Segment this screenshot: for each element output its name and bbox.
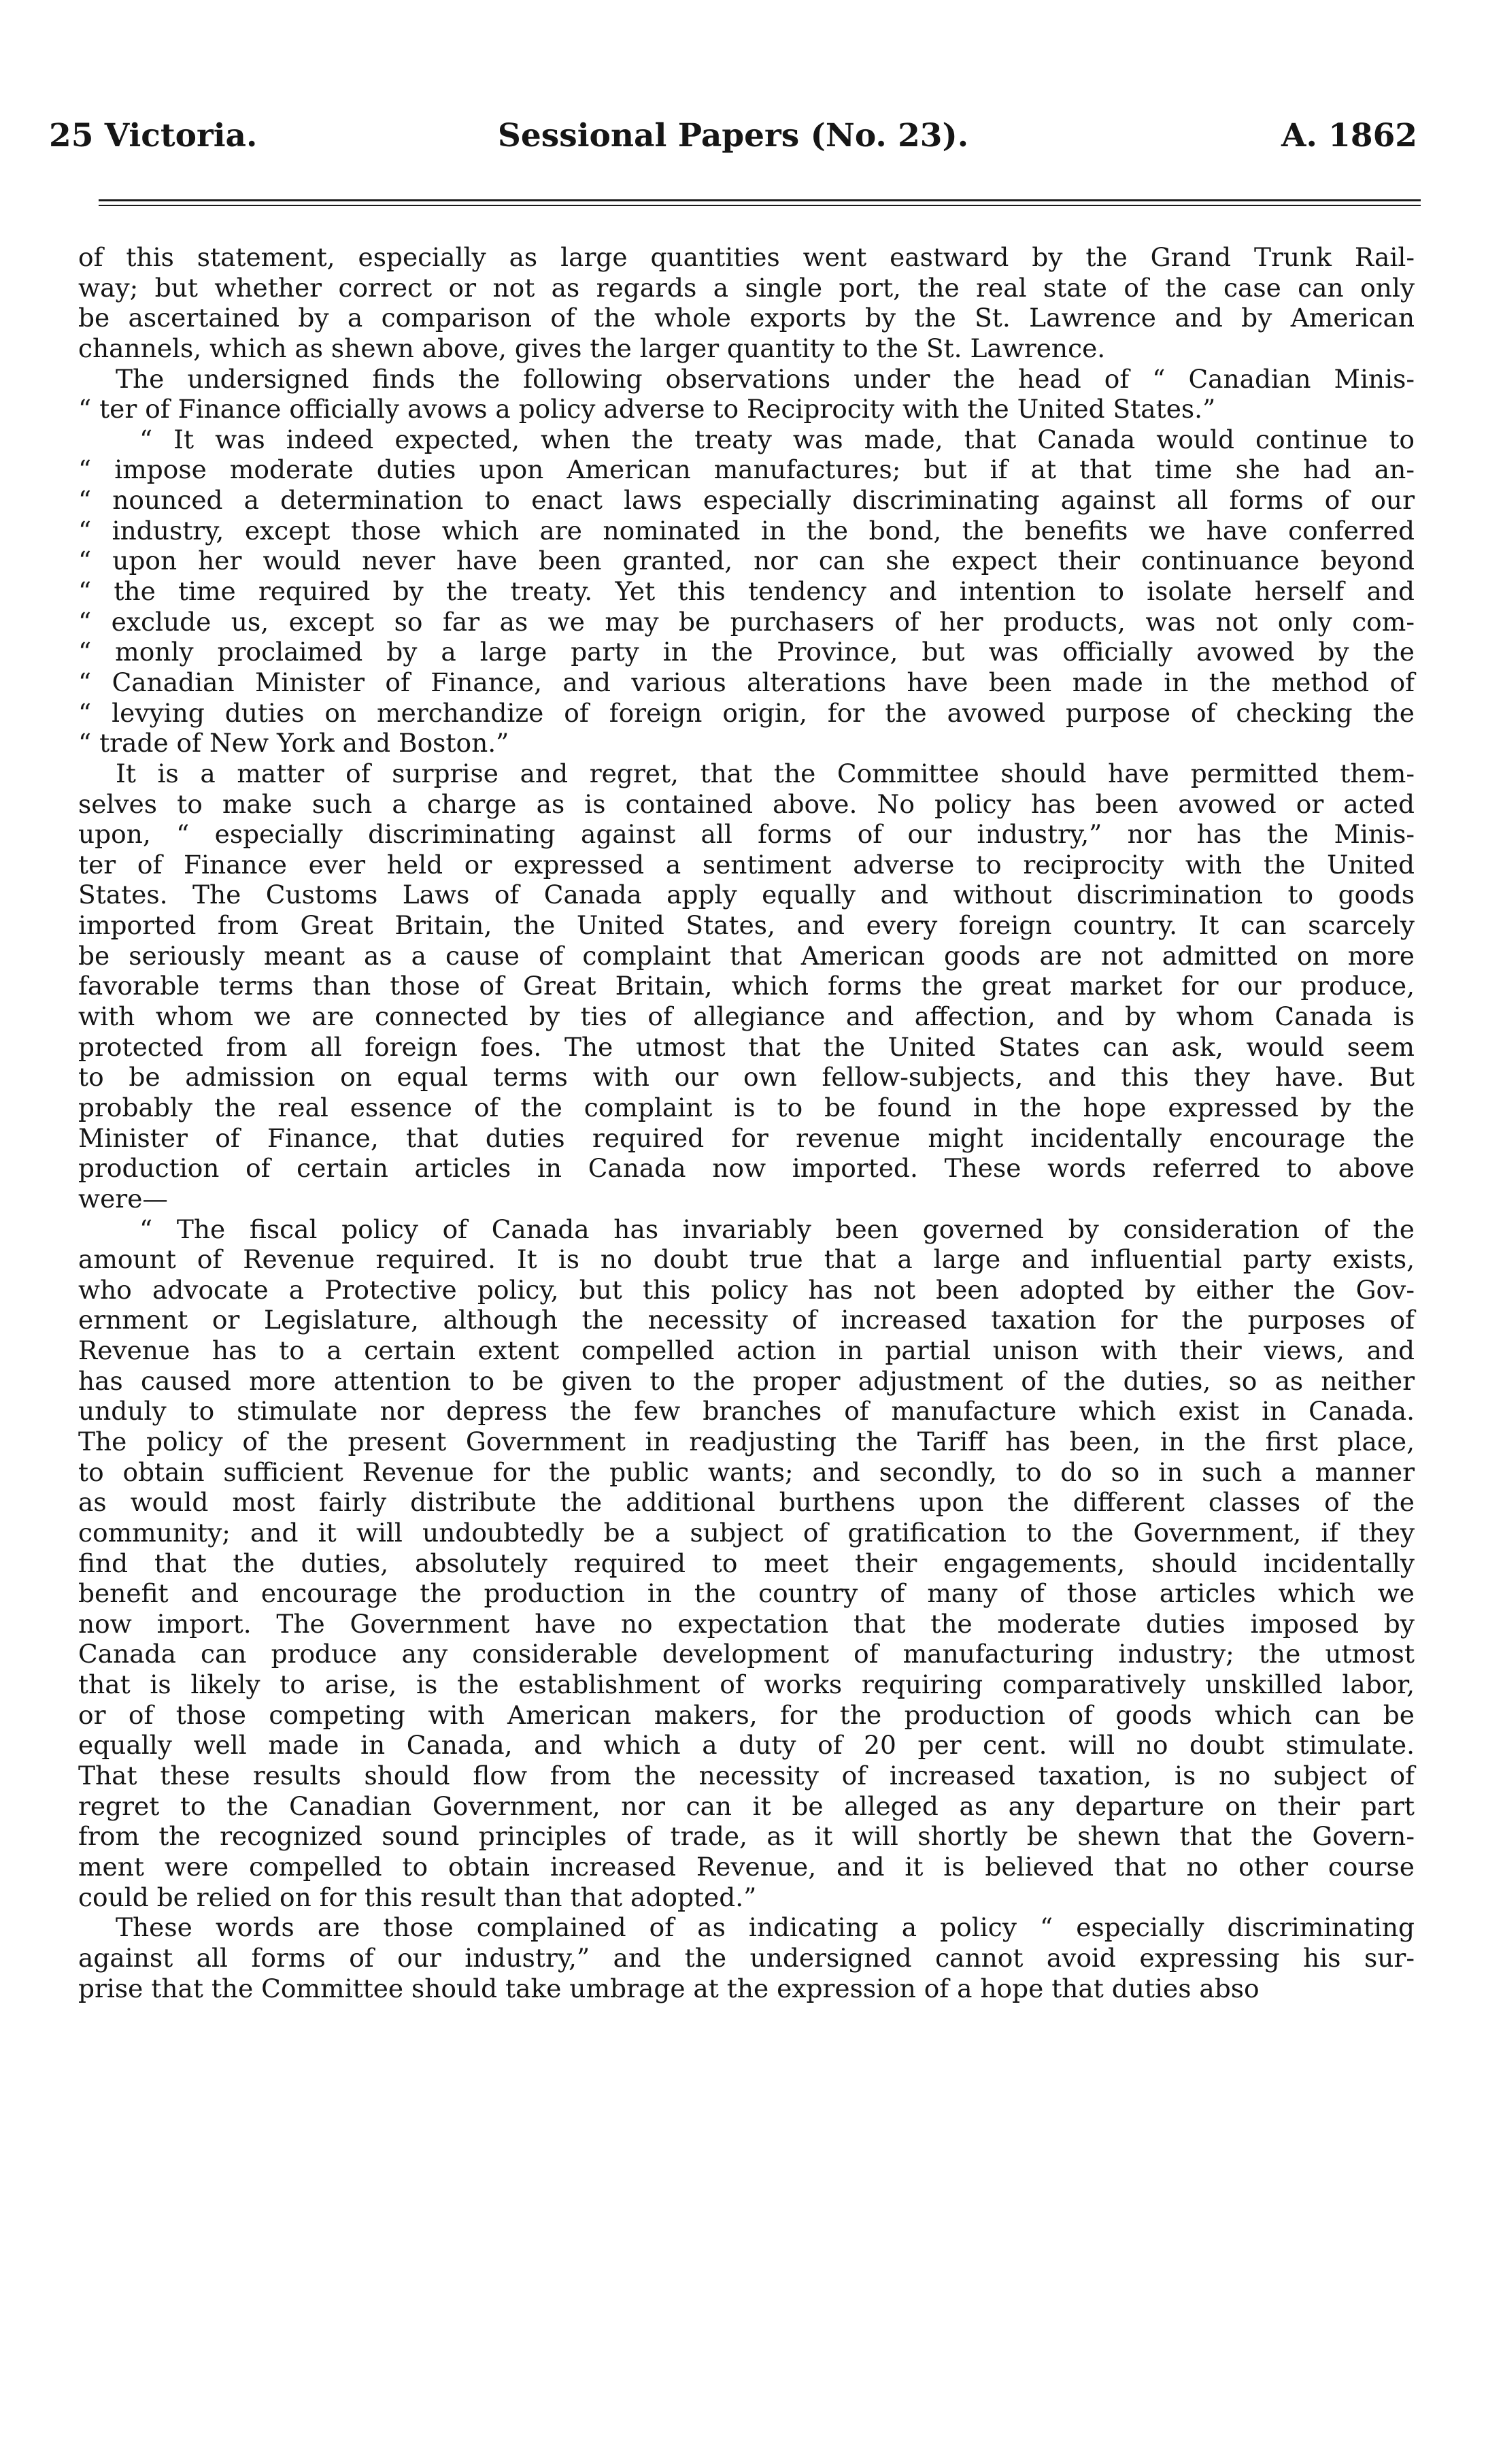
text-line: to obtain sufficient Revenue for the public wants; and secondly, to do so in such a manner: [78, 1456, 1415, 1487]
text-line: of this statement, especially as large quantities went eastward by the Grand Trunk Rail-: [78, 242, 1415, 272]
text-line: favorable terms than those of Great Britain, which forms the great market for our produce,: [78, 971, 1415, 1001]
text-line: benefit and encourage the production in the country of many of those articles which we: [78, 1578, 1415, 1609]
text-line: ernment or Legislature, although the necessity of increased taxation for the purposes of: [78, 1305, 1415, 1335]
text-line: The policy of the present Government in readjusting the Tariff has been, in the first place,: [78, 1426, 1415, 1456]
text-line: States. The Customs Laws of Canada apply equally and without discrimination to goods: [78, 880, 1415, 910]
text-line: channels, which as shewn above, gives the larger quantity to the St. Lawrence.: [78, 333, 1106, 363]
text-line: These words are those complained of as indicating a policy “ especially discriminating: [116, 1912, 1415, 1943]
text-line: probably the real essence of the complaint is to be found in the hope expressed by the: [78, 1092, 1415, 1122]
text-line: ter of Finance ever held or expressed a sentiment adverse to reciprocity with the United: [78, 849, 1415, 880]
text-line: selves to make such a charge as is contained above. No policy has been avowed or acted: [78, 788, 1415, 819]
text-line: production of certain articles in Canada now imported. These words referred to above: [78, 1153, 1415, 1184]
text-line: “ The fiscal policy of Canada has invariably been governed by consideration of the: [139, 1214, 1415, 1244]
header-session: 25 Victoria.: [49, 117, 258, 154]
text-line: Canada can produce any considerable development of manufacturing industry; the utmost: [78, 1639, 1415, 1669]
text-line: community; and it will undoubtedly be a subject of gratification to the Government, if they: [78, 1517, 1415, 1548]
text-line: “ ter of Finance officially avows a policy adverse to Reciprocity with the United States.”: [78, 394, 1216, 424]
text-line: or of those competing with American makers, for the production of goods which can be: [78, 1699, 1415, 1730]
header-rule: [99, 199, 1421, 206]
text-line: equally well made in Canada, and which a duty of 20 per cent. will no doubt stimulate.: [78, 1730, 1415, 1761]
text-line: with whom we are connected by ties of allegiance and affection, and by whom Canada is: [78, 1001, 1415, 1032]
text-line: has caused more attention to be given to the proper adjustment of the duties, so as neither: [78, 1365, 1415, 1396]
text-line: “ impose moderate duties upon American manufactures; but if at that time she had an-: [78, 454, 1415, 485]
text-line: “ nounced a determination to enact laws especially discriminating against all forms of our: [78, 485, 1415, 516]
text-line: were—: [78, 1183, 168, 1214]
text-line: from the recognized sound principles of trade, as it will shortly be shewn that the Govern-: [78, 1821, 1415, 1852]
text-line: who advocate a Protective policy, but this policy has not been adopted by either the Gov-: [78, 1274, 1415, 1305]
text-line: It is a matter of surprise and regret, that the Committee should have permitted them-: [116, 758, 1415, 788]
text-line: “ upon her would never have been granted, nor can she expect their continuance beyond: [78, 546, 1415, 576]
text-line: Revenue has to a certain extent compelled action in partial unison with their views, and: [78, 1335, 1415, 1366]
text-line: as would most fairly distribute the additional burthens upon the different classes of the: [78, 1487, 1415, 1518]
text-line: way; but whether correct or not as regards a single port, the real state of the case can only: [78, 272, 1415, 303]
text-line: to be admission on equal terms with our own fellow-subjects, and this they have. But: [78, 1062, 1415, 1093]
text-line: imported from Great Britain, the United States, and every foreign country. It can scarcely: [78, 910, 1415, 941]
text-line: “ exclude us, except so far as we may be purchasers of her products, was not only com-: [78, 606, 1415, 637]
running-head: [49, 114, 1417, 158]
text-line: that is likely to arise, is the establishment of works requiring comparatively unskilled labor,: [78, 1669, 1415, 1700]
text-line: unduly to stimulate nor depress the few branches of manufacture which exist in Canada.: [78, 1396, 1415, 1427]
text-line: That these results should flow from the necessity of increased taxation, is no subject of: [78, 1761, 1415, 1791]
text-line: could be relied on for this result than that adopted.”: [78, 1882, 757, 1912]
text-line: regret to the Canadian Government, nor can it be alleged as any departure on their part: [78, 1791, 1415, 1821]
text-line: “ levying duties on merchandize of foreign origin, for the avowed purpose of checking the: [78, 697, 1415, 728]
header-year: A. 1862: [1281, 117, 1417, 154]
body-text: [78, 242, 1415, 2003]
header-title: Sessional Papers (No. 23).: [497, 117, 969, 154]
text-line: amount of Revenue required. It is no doubt true that a large and influential party exists,: [78, 1244, 1415, 1275]
text-line: Minister of Finance, that duties required for revenue might incidentally encourage the: [78, 1122, 1415, 1153]
text-line: “ the time required by the treaty. Yet this tendency and intention to isolate herself and: [78, 576, 1415, 607]
text-line: “ trade of New York and Boston.”: [78, 728, 509, 759]
text-line: protected from all foreign foes. The utmost that the United States can ask, would seem: [78, 1031, 1415, 1062]
text-line: against all forms of our industry,” and the undersigned cannot avoid expressing his sur-: [78, 1942, 1415, 1973]
text-line: upon, “ especially discriminating against all forms of our industry,” nor has the Minis-: [78, 819, 1415, 850]
text-line: “ industry, except those which are nominated in the bond, the benefits we have conferred: [78, 515, 1415, 546]
text-line: now import. The Government have no expectation that the moderate duties imposed by: [78, 1608, 1415, 1639]
text-line: “ Canadian Minister of Finance, and various alterations have been made in the method of: [78, 667, 1415, 697]
text-line: The undersigned finds the following observations under the head of “ Canadian Minis-: [116, 363, 1415, 394]
text-line: prise that the Committee should take umbrage at the expression of a hope that duties abso: [78, 1973, 1260, 2003]
text-line: ment were compelled to obtain increased Revenue, and it is believed that no other course: [78, 1851, 1415, 1882]
text-line: be ascertained by a comparison of the whole exports by the St. Lawrence and by American: [78, 303, 1415, 333]
text-line: find that the duties, absolutely required to meet their engagements, should incidentally: [78, 1548, 1415, 1578]
text-line: be seriously meant as a cause of complaint that American goods are not admitted on more: [78, 940, 1415, 971]
text-line: “ It was indeed expected, when the treaty was made, that Canada would continue to: [139, 424, 1415, 454]
text-line: “ monly proclaimed by a large party in the Province, but was officially avowed by the: [78, 637, 1415, 667]
